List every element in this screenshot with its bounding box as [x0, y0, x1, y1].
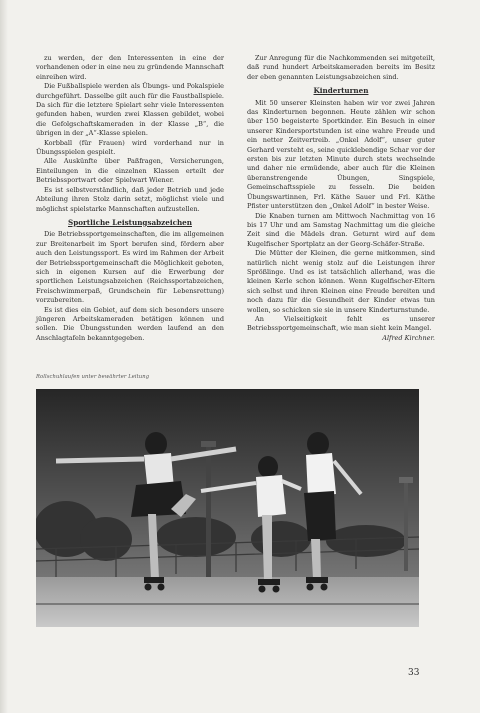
paragraph: Alle Auskünfte über Paßfragen, Versicherungen, Einteilungen in die einzelnen Klassen erteilt der Betriebssportwart oder Spielwart Wiener. [36, 157, 224, 185]
paragraph: Korbball (für Frauen) wird vorderhand nur in Übungsspielen gespielt. [36, 138, 224, 157]
paragraph: Die Knaben turnen am Mittwoch Nachmittag von 16 bis 17 Uhr und am Samstag Nachmittag um die gleiche Zeit sind die Mädels dran. Geturnt wird auf dem Kugelfischer Sportplatz an der Georg-Schäfer-Straße. [247, 211, 435, 248]
paragraph: Die Mütter der Kleinen, die gerne mitkommen, sind natürlich nicht wenig stolz auf die Leistungen ihrer Sprößlinge. Und es ist tatsächlich allerhand, was die kleinen Kerle schon können. Wenn Kugelfischer-Eltern sich selbst und ihren Kleinen eine Freude bereiten und noch dazu für die Gesundheit der Kinder etwas tun wollen, so schicken sie sie in unsere Kinderturnstunde. [247, 249, 435, 314]
photo-caption: Rollschuhlaufen unter bewährter Leitung [36, 374, 150, 380]
paragraph: zu werden, der den Interessenten in eine der vorhandenen oder in eine neu zu gründende Mannschaft einreihen wird. [36, 54, 224, 81]
paragraph: Es ist selbstverständlich, daß jeder Betrieb und jede Abteilung ihren Stolz darin setzt, möglichst viele und möglichst spielstarke Mannschaften aufzustellen. [36, 185, 224, 213]
right-column [247, 54, 435, 343]
left-column [36, 54, 224, 343]
paragraph: Mit 50 unserer Kleinsten haben wir vor zwei Jahren das Kinderturnen begonnen. Heute zählen wir schon über 150 begeisterte Sportkinder. Ein Besuch in einer unserer Kindersportstunden ist eine wahre Freude und ein netter Zeitvertreib. „Onkel Adolf“, unser guter Gerhard versteht es, seine quicklebendige Schar vor der ersten bis zur letzten Minute durch stets wechselnde und daher nie ermüdende, aber auch für die Kleinen überanstrengende Übungen, Singspiele, Gemeinschaftsspiele zu fesseln. Die beiden Übungswartinnen, Frl. Käthe Sauer und Frl. Käthe Pfister unterstützen den „Onkel Adolf“ in bester Weise. [247, 98, 435, 211]
paragraph: Die Betriebssportgemeinschaften, die im allgemeinen zur Breitenarbeit im Sport berufen sind, fördern aber auch den Leistungssport. Es wird im Rahmen der Arbeit der Betriebssportgemeinschaft die Möglichkeit geboten, sich in eigenen Kursen auf die Erwerbung der sportlichen Leistungsabzeichen (Reichssportabzeichen, Freischwimmerpaß, Grundschein für Lebensrettung) vorzubereiten. [36, 230, 224, 305]
paragraph: Die Fußballspiele werden als Übungs- und Pokalspiele durchgeführt. Dasselbe gilt auch für die Faustballspiele. Da sich für die letztere Spielart sehr viele Interessenten gefunden haben, wurden zwei Klassen gebildet, wobei die Gefolgschaftskameraden in der Klasse „B“, die übrigen in der „A“-Klasse spielen. [36, 82, 224, 138]
paragraph: An Vielseitigkeit fehlt es unserer Betriebssportgemeinschaft, wie man sieht kein Mangel. [247, 314, 435, 333]
roller-skating-photo [36, 389, 419, 627]
page-number: 33 [408, 668, 420, 678]
paragraph: Zur Anregung für die Nachkommenden sei mitgeteilt, daß rund hundert Arbeitskameraden bereits im Besitz der eben genannten Leistungsabzeichen sind. [247, 54, 435, 81]
section-heading: Kinderturnen [313, 86, 369, 96]
author-signature: Alfred Kirchner. [382, 333, 435, 342]
section-heading: Sportliche Leistungsabzeichen [68, 217, 192, 227]
page-edge-shadow [0, 0, 8, 713]
paragraph: Es ist dies ein Gebiet, auf dem sich besonders unsere jüngeren Arbeitskameraden betätigen können und sollen. Die Übungsstunden werden laufend an den Anschlagtafeln bekanntgegeben. [36, 305, 224, 342]
